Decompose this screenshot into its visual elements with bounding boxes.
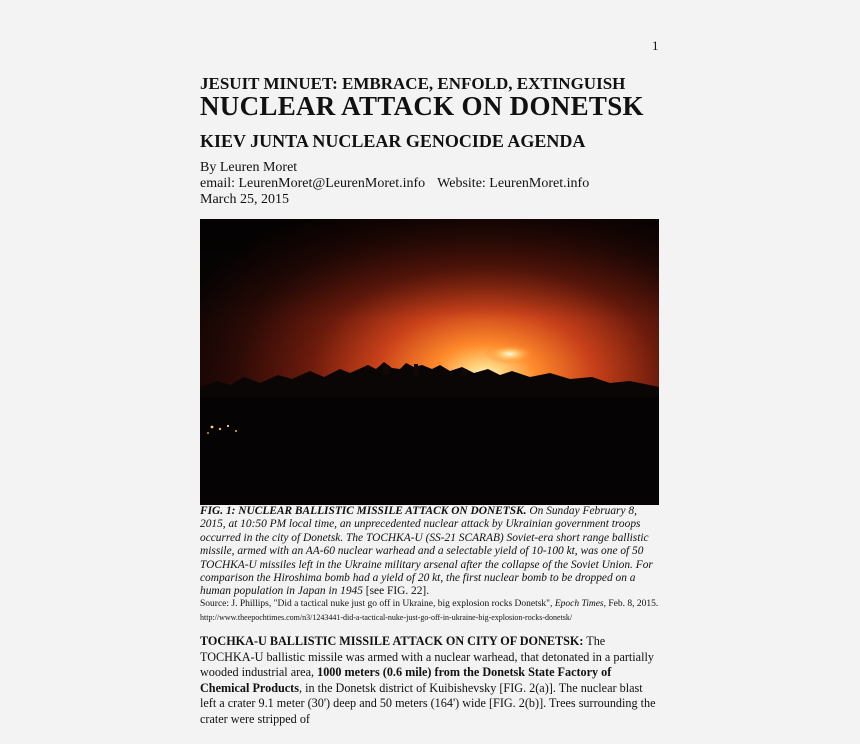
- email-label: email: LeurenMoret@LeurenMoret.info: [200, 176, 426, 191]
- document-title: NUCLEAR ATTACK ON DONETSK: [200, 91, 644, 121]
- author-line: By Leuren Moret: [200, 160, 298, 175]
- source-url-link[interactable]: http://www.theepochtimes.com/n3/1243441-did-a-tactical-nuke-just-go-off-in-ukraine-big-explosion-rocks-donetsk/: [200, 613, 573, 622]
- source-date: , Feb. 8, 2015.: [603, 599, 659, 609]
- caption-body: On Sunday February 8, 2015, at 10:50 PM local time, an unprecedented nuclear attack by Ukrainian government troops occurred in the city of Donetsk. The TOCHKA-U (SS-21 SCARAB) Soviet-era short range ballistic missile, armed with an AA-60 nuclear warhead and a selectable yield of 10-100 kt, was one of 50 TOCHKA-U missiles left in the Ukraine military arsenal after the collapse of the Soviet Union. For comparison the Hiroshima bomb had a yield of 20 kt, the first nuclear bomb to be dropped on a human population in Japan in 1945: [200, 505, 653, 598]
- source-text: Source: J. Phillips, "Did a tactical nuke just go off in Ukraine, big explosion rocks Donetsk",: [200, 599, 555, 609]
- document-pre-title: JESUIT MINUET: EMBRACE, ENFOLD, EXTINGUISH: [200, 74, 626, 93]
- body-text-3: , in the Donetsk district of Kuibishevsky [FIG. 2(a)]. The nuclear blast left a crater 9.1 meter (30') deep and 50 meters (164') wide [FIG. 2(b)]. Trees surrounding the crater were stripped of: [200, 680, 656, 726]
- body-lead-heading: TOCHKA-U BALLISTIC MISSILE ATTACK ON CITY OF DONETSK:: [200, 634, 584, 648]
- website-label: Website: LeurenMoret.info: [437, 176, 590, 191]
- contact-line: [200, 176, 589, 192]
- page-number: 1: [652, 38, 659, 53]
- body-bold-2: 1000 meters (0.6 mile) from the Donetsk State Factory of Chemical Products: [200, 665, 612, 695]
- document-subtitle: KIEV JUNTA NUCLEAR GENOCIDE AGENDA: [200, 131, 586, 151]
- figure-caption: [200, 505, 662, 599]
- caption-ref: [see FIG. 22].: [362, 585, 430, 598]
- figure-source: [200, 598, 662, 625]
- caption-lead: FIG. 1: NUCLEAR BALLISTIC MISSILE ATTACK ON DONETSK.: [200, 505, 527, 517]
- night-explosion-photo: [200, 219, 659, 505]
- body-text-1: The TOCHKA-U ballistic missile was armed with a nuclear warhead, that detonated in a partially wooded industrial area,: [200, 634, 654, 680]
- source-publication: Epoch Times: [554, 599, 604, 609]
- date-line: March 25, 2015: [200, 192, 290, 207]
- body-paragraph: [200, 634, 658, 728]
